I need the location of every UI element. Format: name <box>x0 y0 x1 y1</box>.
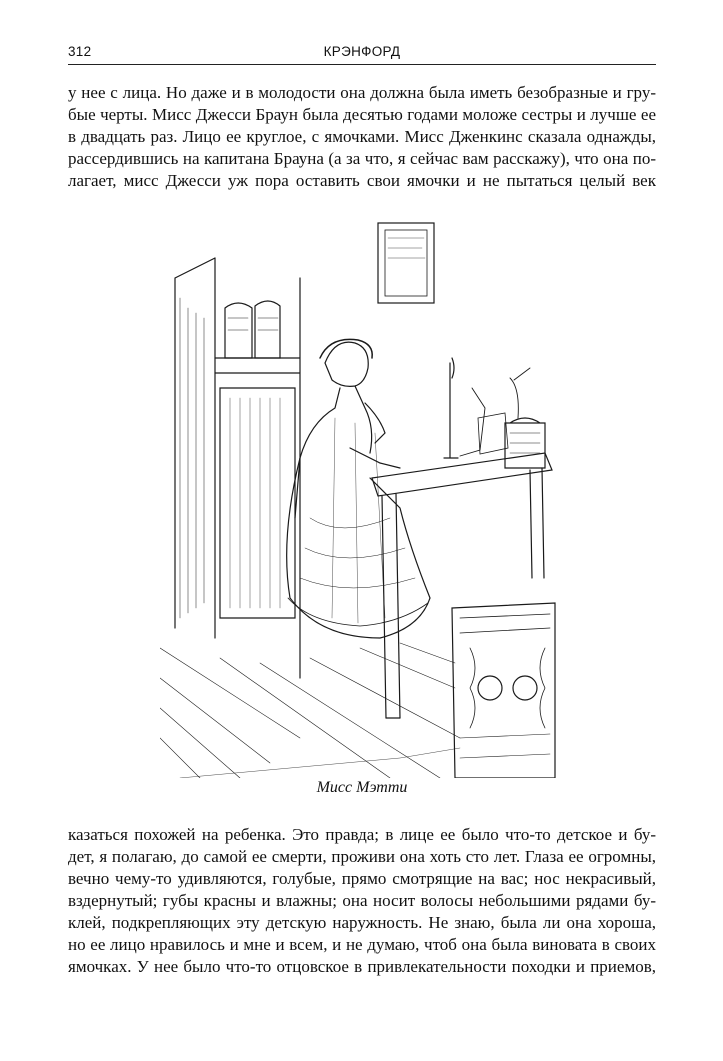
text-line: у нее с лица. Но даже и в молодости она должна была иметь безобразные и гру- <box>68 83 656 102</box>
text-line: рассердившись на капитана Брауна (а за что, я сейчас вам расскажу), что она по- <box>68 149 656 168</box>
paragraph-top <box>68 82 656 192</box>
running-title: КРЭНФОРД <box>323 44 401 59</box>
illustration-caption: Мисс Мэтти <box>316 779 408 796</box>
paragraph-bottom <box>68 824 656 978</box>
page-number: 312 <box>68 44 92 59</box>
text-line: но ее лицо нравилось и мне и всем, и не думаю, чтоб она была виновата в своих <box>68 935 656 954</box>
carved-chest <box>452 603 555 778</box>
floorboards <box>160 643 460 778</box>
text-line: лагает, мисс Джесси уж пора оставить свои ямочки и не пытаться целый век <box>68 171 656 190</box>
text-line: вечно чему-то удивляются, голубые, прямо смотрящие на вас; нос некрасивый, <box>68 869 656 888</box>
text-line: дет, я полагаю, до самой ее смерти, проживи она хоть сто лет. Глаза ее огромны, <box>68 847 656 866</box>
text-line: ямочках. У нее было что-то отцовское в привлекательности походки и приемов, <box>68 957 656 976</box>
writing-table <box>372 358 552 718</box>
left-cupboard <box>175 258 300 678</box>
text-line: в двадцать раз. Лицо ее круглое, с ямочками. Мисс Дженкинс сказала однажды, <box>68 127 656 146</box>
text-line: клей, подкрепляющих эту детскую наружность. Не знаю, была ли она хороша, <box>68 913 656 932</box>
running-head <box>68 44 656 65</box>
seated-woman-figure <box>287 339 430 638</box>
text-line: казаться похожей на ребенка. Это правда; в лице ее было что-то детское и бу- <box>68 825 656 844</box>
engraving-illustration <box>160 218 560 778</box>
text-line: вздернутый; губы красны и влажны; она носит волосы небольшими рядами бу- <box>68 891 656 910</box>
text-line: бые черты. Мисс Джесси Браун была десятью годами моложе сестры и лучше ее <box>68 105 656 124</box>
wall-picture-frame <box>378 223 434 303</box>
